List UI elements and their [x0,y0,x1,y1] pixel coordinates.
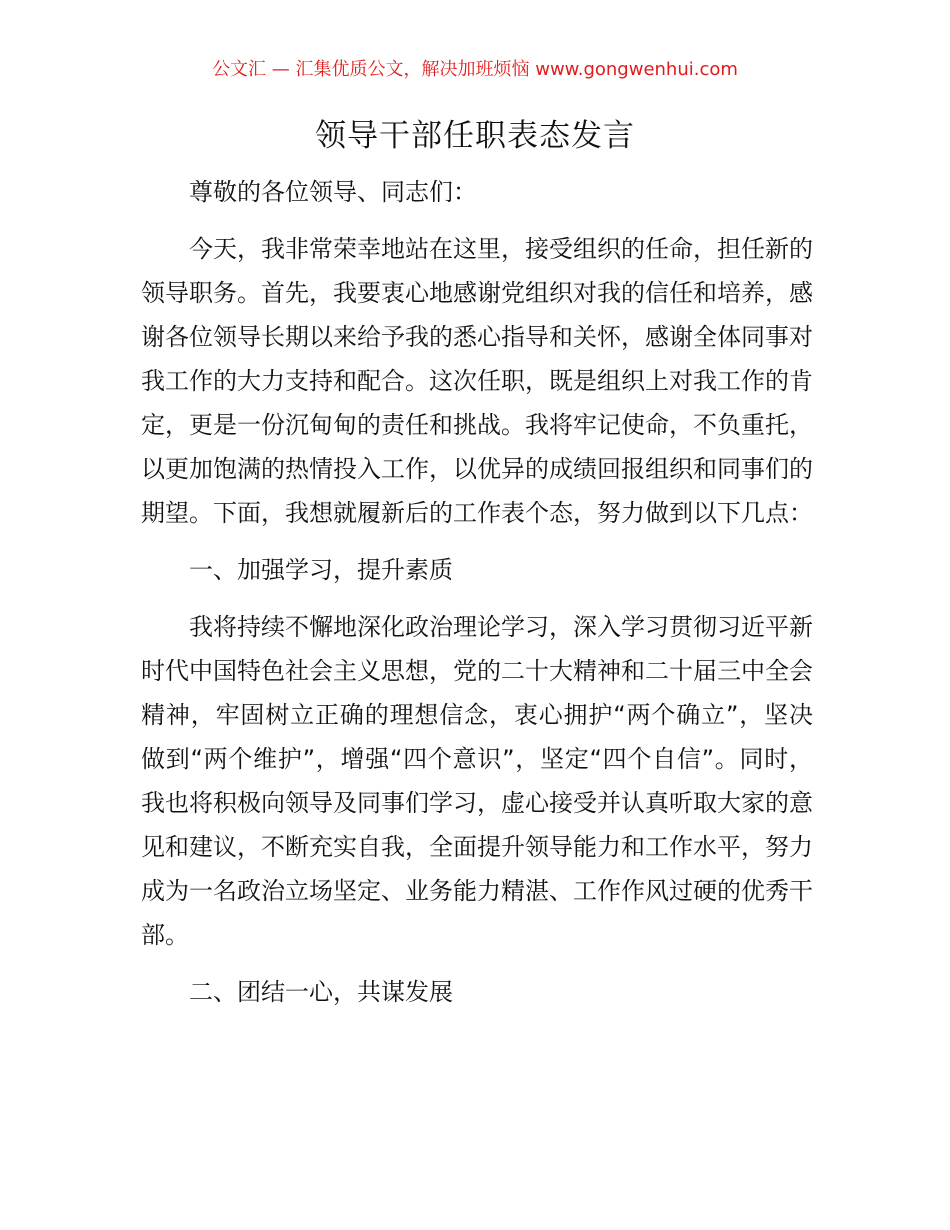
section-paragraph-1: 我将持续不懈地深化政治理论学习，深入学习贯彻习近平新时代中国特色社会主义思想，党的二十大精神和二十届三中全会精神，牢固树立正确的理想信念，衷心拥护“两个确立”，坚决做到“两个维护”，增强“四个意识”，坚定“四个自信”。同时，我也将积极向领导及同事们学习，虚心接受并认真听取大家的意见和建议，不断充实自我，全面提升领导能力和工作水平，努力成为一名政治立场坚定、业务能力精湛、工作作风过硬的优秀干部。 [141,613,813,949]
document-body [141,170,813,1027]
section-heading-1: 一、加强学习，提升素质 [189,556,453,584]
page-title: 领导干部任职表态发言 [315,118,635,154]
section-heading-2: 二、团结一心，共谋发展 [189,978,453,1006]
intro-paragraph: 今天，我非常荣幸地站在这里，接受组织的任命，担任新的领导职务。首先，我要衷心地感谢党组织对我的信任和培养，感谢各位领导长期以来给予我的悉心指导和关怀，感谢全体同事对我工作的大力支持和配合。这次任职，既是组织上对我工作的肯定，更是一份沉甸甸的责任和挑战。我将牢记使命，不负重托，以更加饱满的热情投入工作，以优异的成绩回报组织和同事们的期望。下面，我想就履新后的工作表个态，努力做到以下几点： [141,235,813,527]
site-banner: 公文汇 — 汇集优质公文，解决加班烦恼 www.gongwenhui.com [212,59,738,80]
salutation: 尊敬的各位领导、同志们： [189,178,477,206]
